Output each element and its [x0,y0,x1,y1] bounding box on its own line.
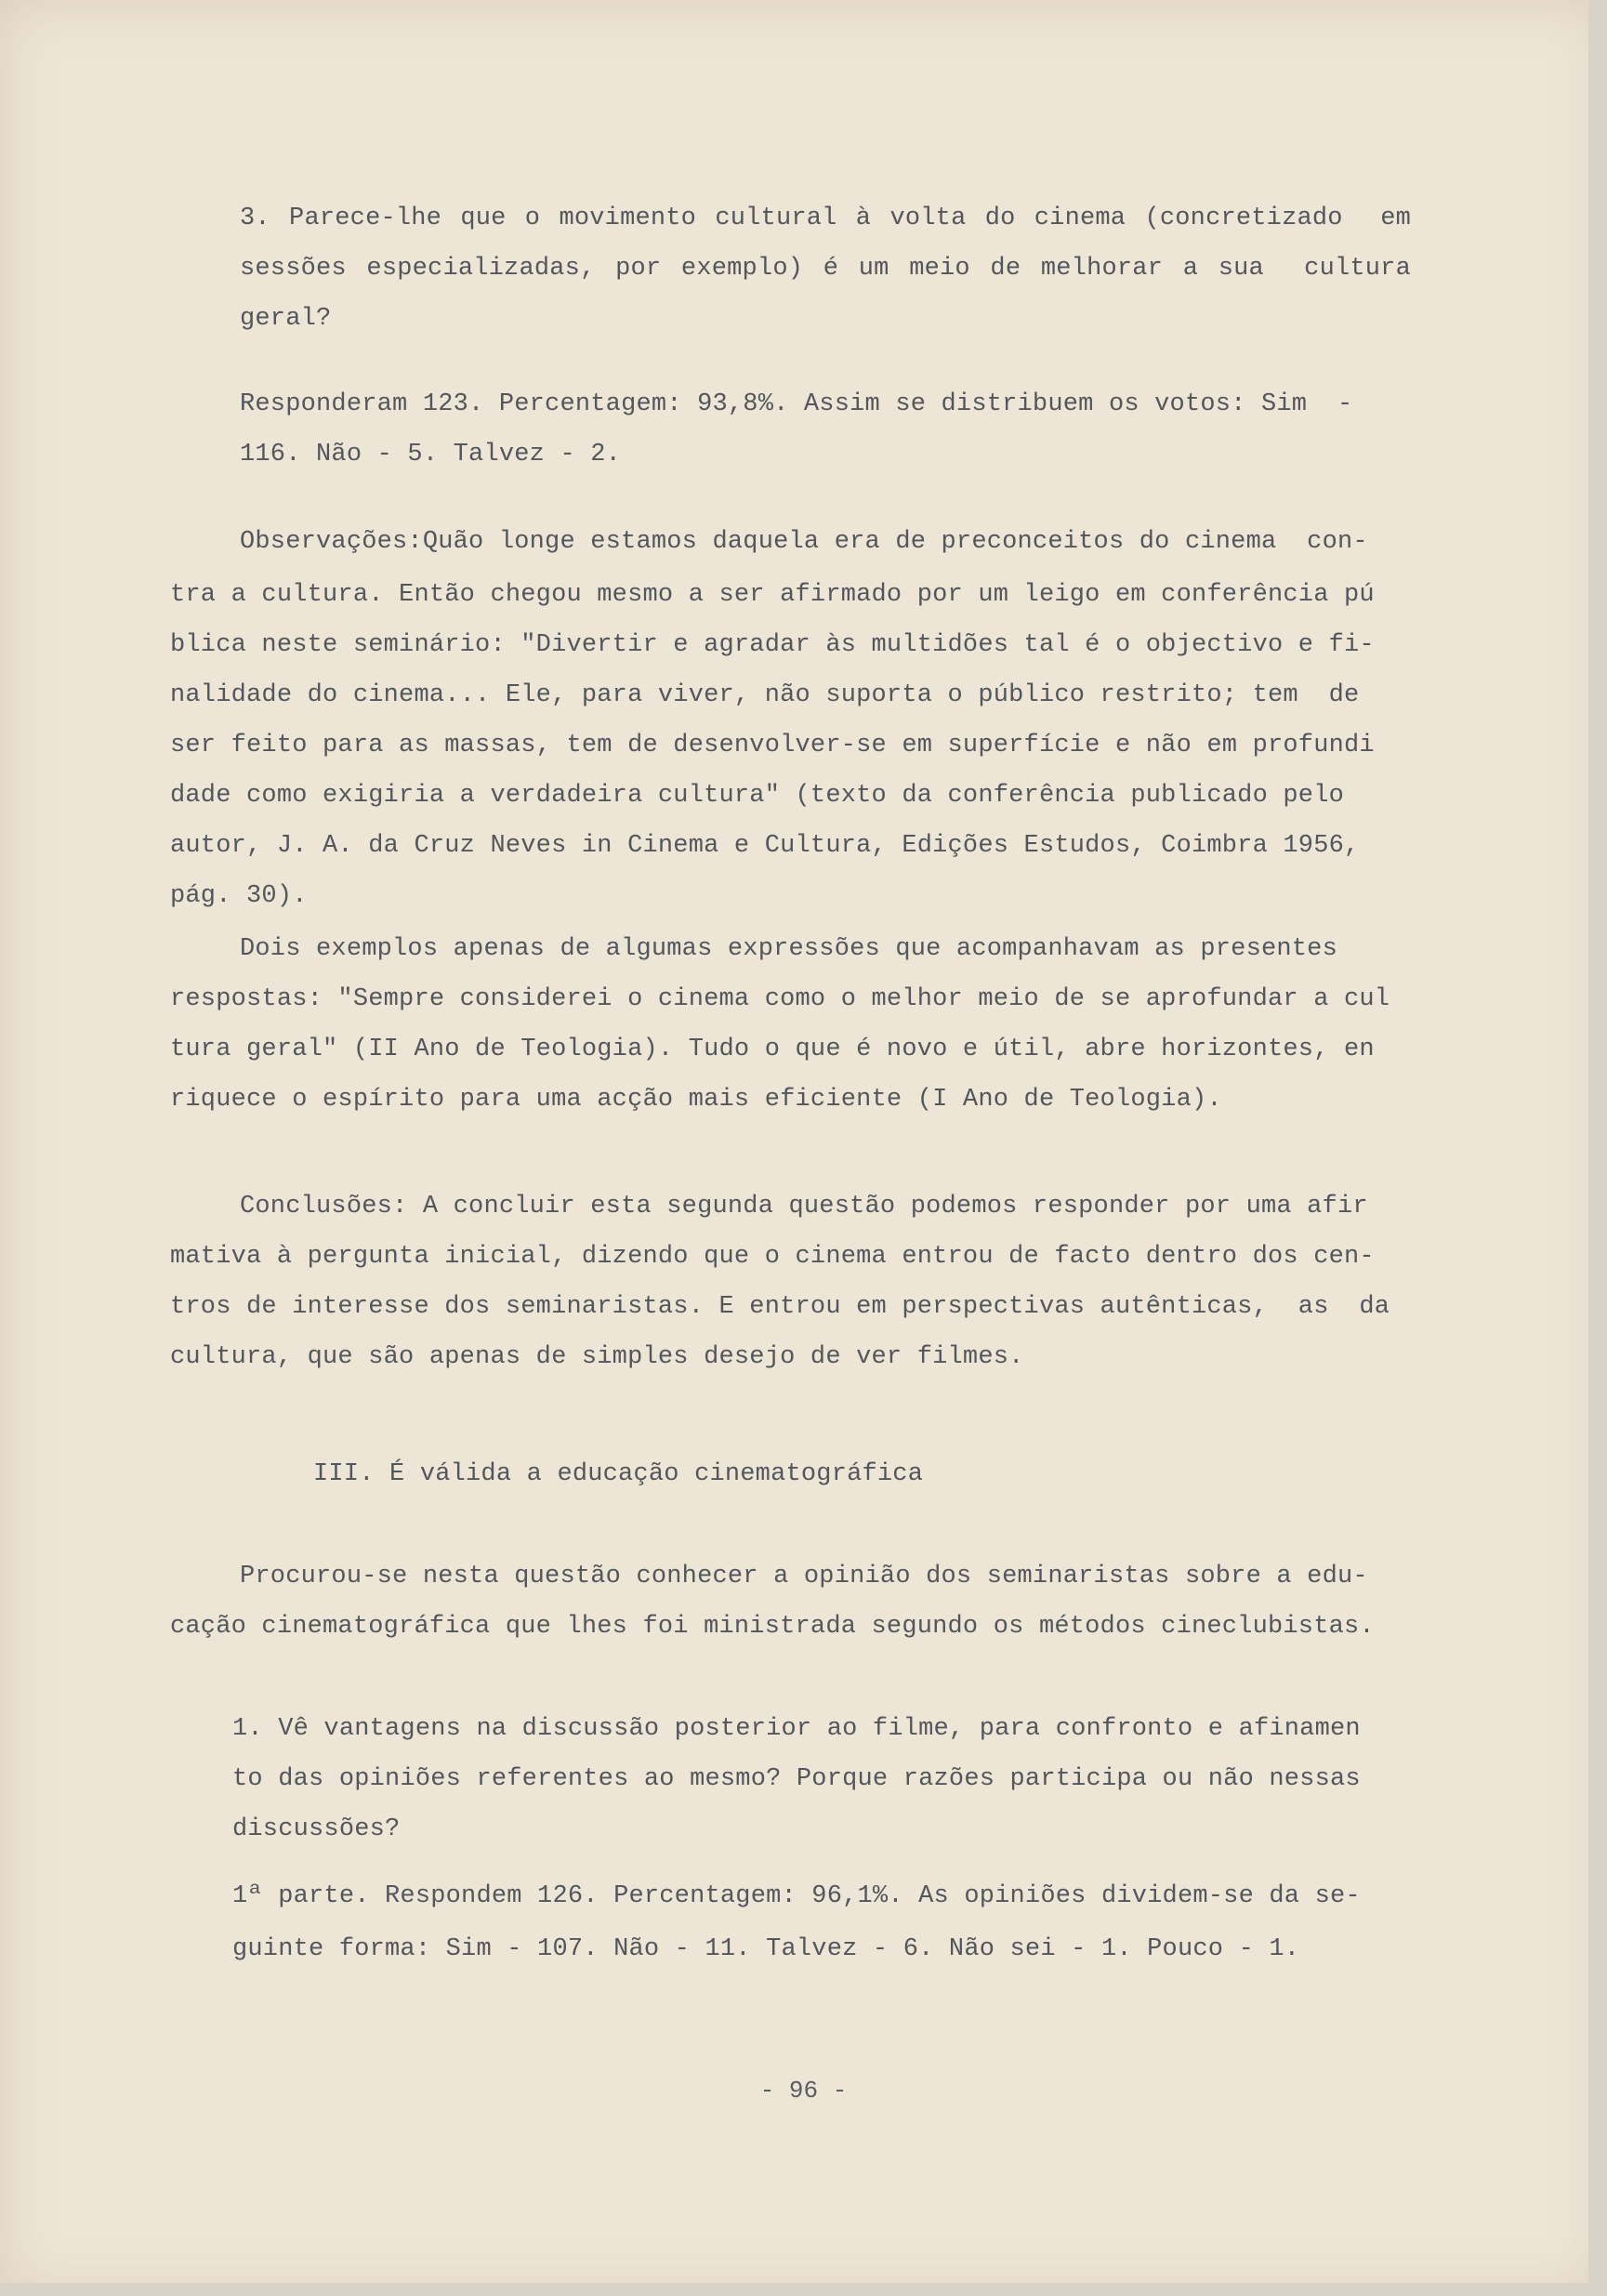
page-number: - 96 - [759,2077,848,2105]
observations-line: nalidade do cinema... Ele, para viver, não suporta o público restrito; tem de [170,681,1360,709]
observations-line: tra a cultura. Então chegou mesmo a ser afirmado por um leigo em conferência pú [170,581,1375,609]
question-1-line: discussões? [232,1815,401,1843]
question-3-line: sessões especializadas, por exemplo) é um meio de melhorar a sua cultura [240,255,1411,283]
observations-line: autor, J. A. da Cruz Neves in Cinema e Cultura, Edições Estudos, Coimbra 1956, [170,832,1360,860]
page-edge-right [1588,0,1607,2296]
question-3-line: geral? [240,305,332,333]
question-1-line: to das opiniões referentes ao mesmo? Porque razões participa ou não nessas [232,1765,1361,1793]
examples-line: Dois exemplos apenas de algumas expressões que acompanhavam as presentes [240,935,1337,963]
examples-line: riquece o espírito para uma acção mais eficiente (I Ano de Teologia). [170,1086,1222,1114]
page-edge-bottom [0,2283,1607,2296]
question-3-line: 3. Parece-lhe que o movimento cultural à volta do cinema (concretizado em [240,205,1411,232]
section-intro-line: cação cinematográfica que lhes foi ministrada segundo os métodos cineclubistas. [170,1613,1375,1641]
answers-3-line: 116. Não - 5. Talvez - 2. [240,441,622,468]
answers-3-line: Responderam 123. Percentagem: 93,8%. Assim se distribuem os votos: Sim - [240,390,1353,418]
conclusions-line: mativa à pergunta inicial, dizendo que o cinema entrou de facto dentro dos cen- [170,1243,1375,1271]
conclusions-line: tros de interesse dos seminaristas. E entrou em perspectivas autênticas, as da [170,1293,1390,1321]
conclusions-line: cultura, que são apenas de simples desejo de ver filmes. [170,1343,1024,1371]
observations-line: ser feito para as massas, tem de desenvolver-se em superfície e não em profundi [170,732,1375,759]
examples-line: respostas: "Sempre considerei o cinema como o melhor meio de se aprofundar a cul [170,985,1390,1013]
observations-line: blica neste seminário: "Divertir e agradar às multidões tal é o objectivo e fi- [170,631,1375,659]
observations-line: dade como exigiria a verdadeira cultura" (texto da conferência publicado pelo [170,782,1345,810]
conclusions-line: Conclusões: A concluir esta segunda questão podemos responder por uma afir [240,1193,1368,1221]
examples-line: tura geral" (II Ano de Teologia). Tudo o que é novo e útil, abre horizontes, en [170,1036,1375,1063]
section-title: III. É válida a educação cinematográfica [313,1460,924,1488]
answers-1-line: 1ª parte. Respondem 126. Percentagem: 96,1%. As opiniões dividem-se da se- [232,1882,1361,1910]
section-intro-line: Procurou-se nesta questão conhecer a opinião dos seminaristas sobre a edu- [240,1563,1368,1590]
question-1-line: 1. Vê vantagens na discussão posterior ao filme, para confronto e afinamen [232,1715,1361,1743]
answers-1-line: guinte forma: Sim - 107. Não - 11. Talvez - 6. Não sei - 1. Pouco - 1. [232,1935,1300,1963]
observations-line: Observações:Quão longe estamos daquela era de preconceitos do cinema con- [240,528,1368,556]
observations-line: pág. 30). [170,882,308,910]
